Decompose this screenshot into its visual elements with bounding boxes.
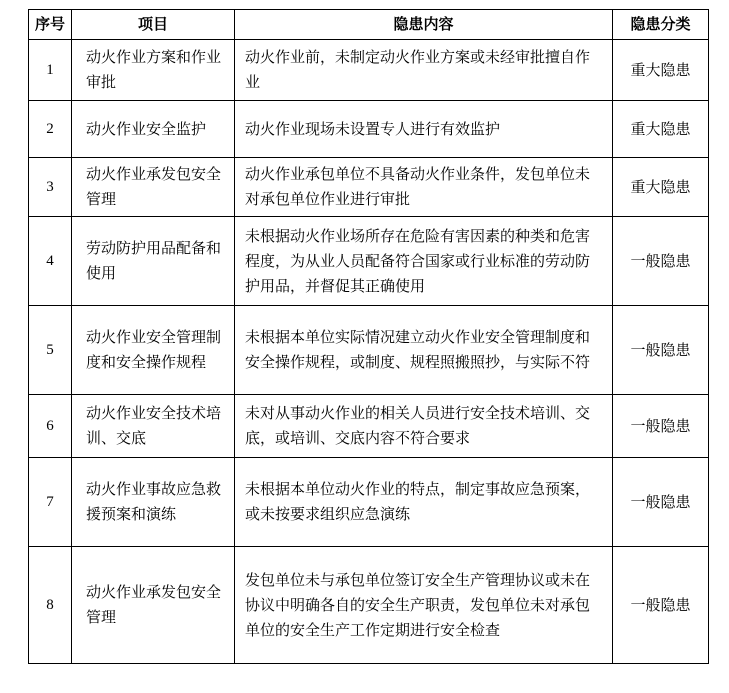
- row-desc: 动火作业承包单位不具备动火作业条件，发包单位未对承包单位作业进行审批: [235, 158, 613, 217]
- row-num: 2: [29, 101, 72, 158]
- table-row: [29, 158, 709, 217]
- row-category: 一般隐患: [613, 547, 709, 664]
- row-item: 动火作业承发包安全管理: [72, 158, 235, 217]
- row-num: 5: [29, 306, 72, 395]
- row-desc: 发包单位未与承包单位签订安全生产管理协议或未在协议中明确各自的安全生产职责，发包单位未对承包单位的安全生产工作定期进行安全检查: [235, 547, 613, 664]
- row-desc: 未对从事动火作业的相关人员进行安全技术培训、交底，或培训、交底内容不符合要求: [235, 395, 613, 458]
- row-num: 4: [29, 217, 72, 306]
- table-row: [29, 306, 709, 395]
- row-category: 一般隐患: [613, 306, 709, 395]
- row-category: 重大隐患: [613, 40, 709, 101]
- row-category: 一般隐患: [613, 395, 709, 458]
- table-row: [29, 101, 709, 158]
- row-category: 重大隐患: [613, 158, 709, 217]
- row-category: 一般隐患: [613, 217, 709, 306]
- row-desc: 未根据本单位动火作业的特点，制定事故应急预案，或未按要求组织应急演练: [235, 458, 613, 547]
- row-num: 1: [29, 40, 72, 101]
- row-num: 6: [29, 395, 72, 458]
- row-desc: 未根据动火作业场所存在危险有害因素的种类和危害程度，为从业人员配备符合国家或行业标准的劳动防护用品，并督促其正确使用: [235, 217, 613, 306]
- table-row: [29, 458, 709, 547]
- row-desc: 动火作业前，未制定动火作业方案或未经审批擅自作业: [235, 40, 613, 101]
- row-item: 动火作业事故应急救援预案和演练: [72, 458, 235, 547]
- row-desc: 未根据本单位实际情况建立动火作业安全管理制度和安全操作规程，或制度、规程照搬照抄，与实际不符: [235, 306, 613, 395]
- hazard-table: [28, 9, 709, 664]
- row-category: 重大隐患: [613, 101, 709, 158]
- row-category: 一般隐患: [613, 458, 709, 547]
- table-row: [29, 547, 709, 664]
- row-num: 7: [29, 458, 72, 547]
- table-row: [29, 40, 709, 101]
- row-item: 动火作业安全技术培训、交底: [72, 395, 235, 458]
- row-desc: 动火作业现场未设置专人进行有效监护: [235, 101, 613, 158]
- row-item: 动火作业方案和作业审批: [72, 40, 235, 101]
- table-row: [29, 395, 709, 458]
- row-num: 3: [29, 158, 72, 217]
- table-header-row: [29, 10, 709, 40]
- header-desc: 隐患内容: [235, 10, 613, 40]
- row-item: 劳动防护用品配备和使用: [72, 217, 235, 306]
- header-num: 序号: [29, 10, 72, 40]
- header-category: 隐患分类: [613, 10, 709, 40]
- row-item: 动火作业安全管理制度和安全操作规程: [72, 306, 235, 395]
- row-num: 8: [29, 547, 72, 664]
- table-row: [29, 217, 709, 306]
- row-item: 动火作业承发包安全管理: [72, 547, 235, 664]
- row-item: 动火作业安全监护: [72, 101, 235, 158]
- header-item: 项目: [72, 10, 235, 40]
